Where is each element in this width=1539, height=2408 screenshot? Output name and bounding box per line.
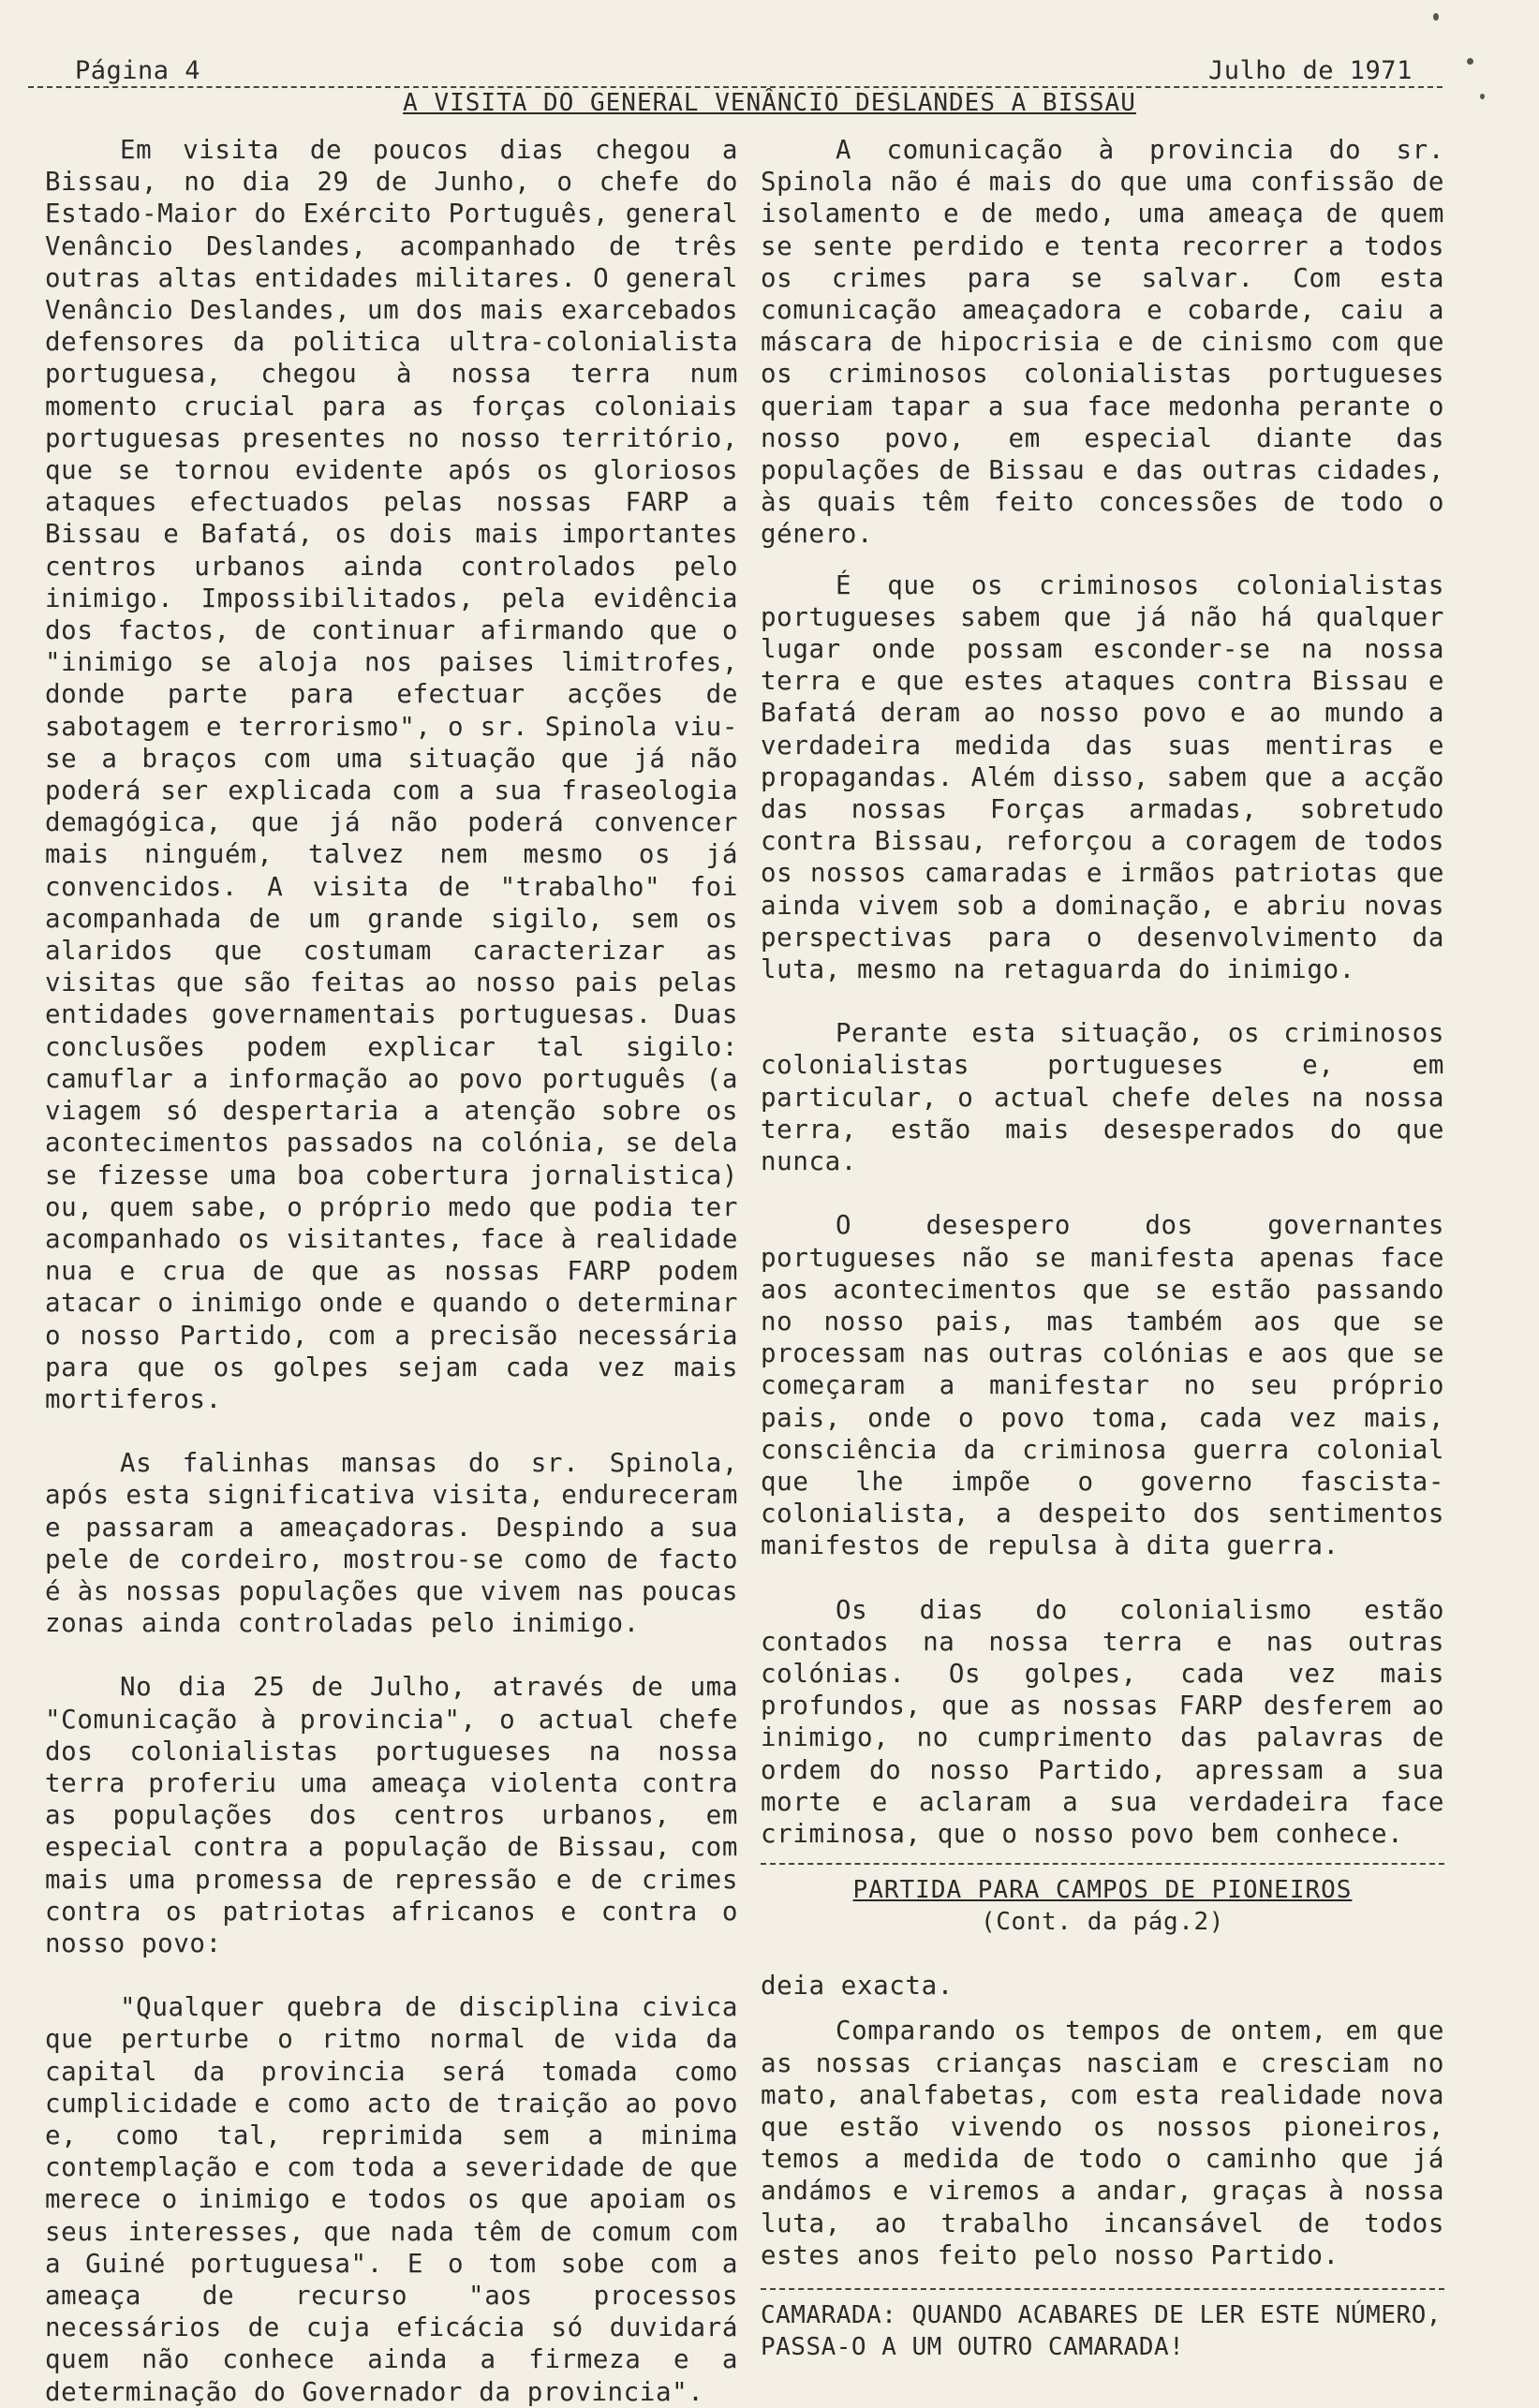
header-rule — [28, 86, 1443, 88]
article-paragraph: No dia 25 de Julho, através de uma "Comunicação à provincia", o actual chefe dos colonialistas portugueses na nossa terra proferiu uma ameaça violenta contra as populações dos centros urbanos, em especial contra a população de Bissau, com mais uma promessa de repressão e de crimes contra os patriotas africanos e contra o nosso povo: — [45, 1672, 738, 1958]
continuation-note: (Cont. da pág.2) — [980, 1908, 1225, 1937]
article-quote: "Qualquer quebra de disciplina civica que perturbe o ritmo normal de vida da capital da provincia será tomada como cumplicidade e como acto de traição ao povo e, como tal, reprimida sem a minima contemplação e com toda a severidade de que merece o inimigo e todos os que apoiam os seus interesses, que nada têm de comum com a Guiné portuguesa". E o tom sobe com a ameaça de recurso "aos processos necessários de cuja eficácia só duvidará quem não conhece ainda a firmeza e a determinação do Governador da provincia". — [45, 1992, 738, 2407]
article-paragraph: A comunicação à provincia do sr. Spinola não é mais do que uma confissão de isolamento e de medo, uma ameaça de quem se sente perdido e tenta recorrer a todos os crimes para se salvar. Com esta comunicação ameaçadora e cobarde, caiu a máscara de hipocrisia e de cinismo com que os criminosos colonialistas portugueses queriam tapar a sua face medonha perante o nosso povo, em especial diante das populações de Bissau e das outras cidades, às quais têm feito concessões de todo o género. — [761, 135, 1444, 550]
closing-message-line: PASSA-O A UM OUTRO CAMARADA! — [761, 2332, 1185, 2361]
issue-date: Julho de 1971 — [1208, 56, 1413, 85]
ink-speck — [1433, 13, 1439, 21]
article-paragraph: É que os criminosos colonialistas portugueses sabem que já não há qualquer lugar onde possam esconder-se na nossa terra e que estes ataques contra Bissau e Bafatá deram ao nosso povo e ao mundo a verdadeira medida das suas mentiras e propagandas. Além disso, sabem que a acção das nossas Forças armadas, sobretudo contra Bissau, reforçou a coragem de todos os nossos camaradas e irmãos patriotas que ainda vivem sob a dominação, e abriu novas perspectivas para o desenvolvimento da luta, mesmo na retaguarda do inimigo. — [761, 569, 1444, 985]
article-paragraph: Perante esta situação, os criminosos colonialistas portugueses e, em particular, o actual chefe deles na nossa terra, estão mais desesperados do que nunca. — [761, 1018, 1444, 1177]
section-divider — [761, 2288, 1444, 2290]
ink-speck — [1467, 58, 1473, 65]
section-title: PARTIDA PARA CAMPOS DE PIONEIROS — [852, 1876, 1353, 1905]
article-paragraph: Comparando os tempos de ontem, em que as nossas crianças nasciam e cresciam no mato, analfabetas, com esta realidade nova que estão vivendo os nossos pioneiros, temos a medida de todo o caminho que já andámos e viremos a andar, graças à nossa luta, ao trabalho incansável de todos estes anos feito pelo nosso Partido. — [761, 2016, 1444, 2270]
closing-message-line: CAMARADA: QUANDO ACABARES DE LER ESTE NÚMERO, — [761, 2300, 1442, 2329]
article-title: A VISITA DO GENERAL VENÂNCIO DESLANDES A BISSAU — [403, 89, 1136, 117]
right-column — [761, 134, 1444, 2363]
article-paragraph: O desespero dos governantes portugueses não se manifesta apenas face aos acontecimentos que se estão passando no nosso pais, mas também aos que se processam nas outras colónias e aos que se começaram a manifestar no seu próprio pais, onde o povo toma, cada vez mais, consciência da criminosa guerra colonial que lhe impõe o governo fascista-colonialista, a despeito dos sentimentos manifestos de repulsa à dita guerra. — [761, 1210, 1444, 1561]
page-number: Página 4 — [75, 56, 201, 85]
article-paragraph: As falinhas mansas do sr. Spinola, após esta significativa visita, endureceram e passaram a ameaçadoras. Despindo a sua pele de cordeiro, mostrou-se como de facto é às nossas populações que vivem nas poucas zonas ainda controladas pelo inimigo. — [45, 1448, 738, 1639]
ink-speck — [1480, 94, 1485, 99]
article-paragraph: Em visita de poucos dias chegou a Bissau, no dia 29 de Junho, o chefe do Estado-Maior do Exército Português, general Venâncio Deslandes, acompanhado de três outras altas entidades militares. O general Venâncio Deslandes, um dos mais exarcebados defensores da politica ultra-colonialista portuguesa, chegou à nossa terra num momento crucial para as forças coloniais portuguesas presentes no nosso território, que se tornou evidente após os gloriosos ataques efectuados pelas nossas FARP a Bissau e Bafatá, os dois mais importantes centros urbanos ainda controlados pelo inimigo. Impossibilitados, pela evidência dos factos, de continuar afirmando que o "inimigo se aloja nos paises limitrofes, donde parte para efectuar acções de sabotagem e terrorismo", o sr. Spinola viu-se a braços com uma situação que já não poderá ser explicada com a sua fraseologia demagógica, que já não poderá convencer mais ninguém, talvez nem mesmo os já convencidos. A visita de "trabalho" foi acompanhada de um grande sigilo, sem os alaridos que costumam caracterizar as visitas que são feitas ao nosso pais pelas entidades governamentais portuguesas. Duas conclusões podem explicar tal sigilo: camuflar a informação ao povo português (a viagem só despertaria a atenção sobre os acontecimentos passados na colónia, se dela se fizesse uma boa cobertura jornalistica) ou, quem sabe, o próprio medo que podia ter acompanhado os visitantes, face à realidade nua e crua de que as nossas FARP podem atacar o inimigo onde e quando o determinar o nosso Partido, com a precisão necessária para que os golpes sejam cada vez mais mortiferos. — [45, 135, 738, 1414]
article-paragraph: deia exacta. — [761, 1971, 954, 2002]
section-divider — [761, 1863, 1444, 1865]
article-paragraph: Os dias do colonialismo estão contados na nossa terra e nas outras colónias. Os golpes, cada vez mais profundos, que as nossas FARP desferem ao inimigo, no cumprimento das palavras de ordem do nosso Partido, apressam a sua morte e aclaram a sua verdadeira face criminosa, que o nosso povo bem conhece. — [761, 1594, 1444, 1849]
left-column — [45, 134, 738, 2408]
